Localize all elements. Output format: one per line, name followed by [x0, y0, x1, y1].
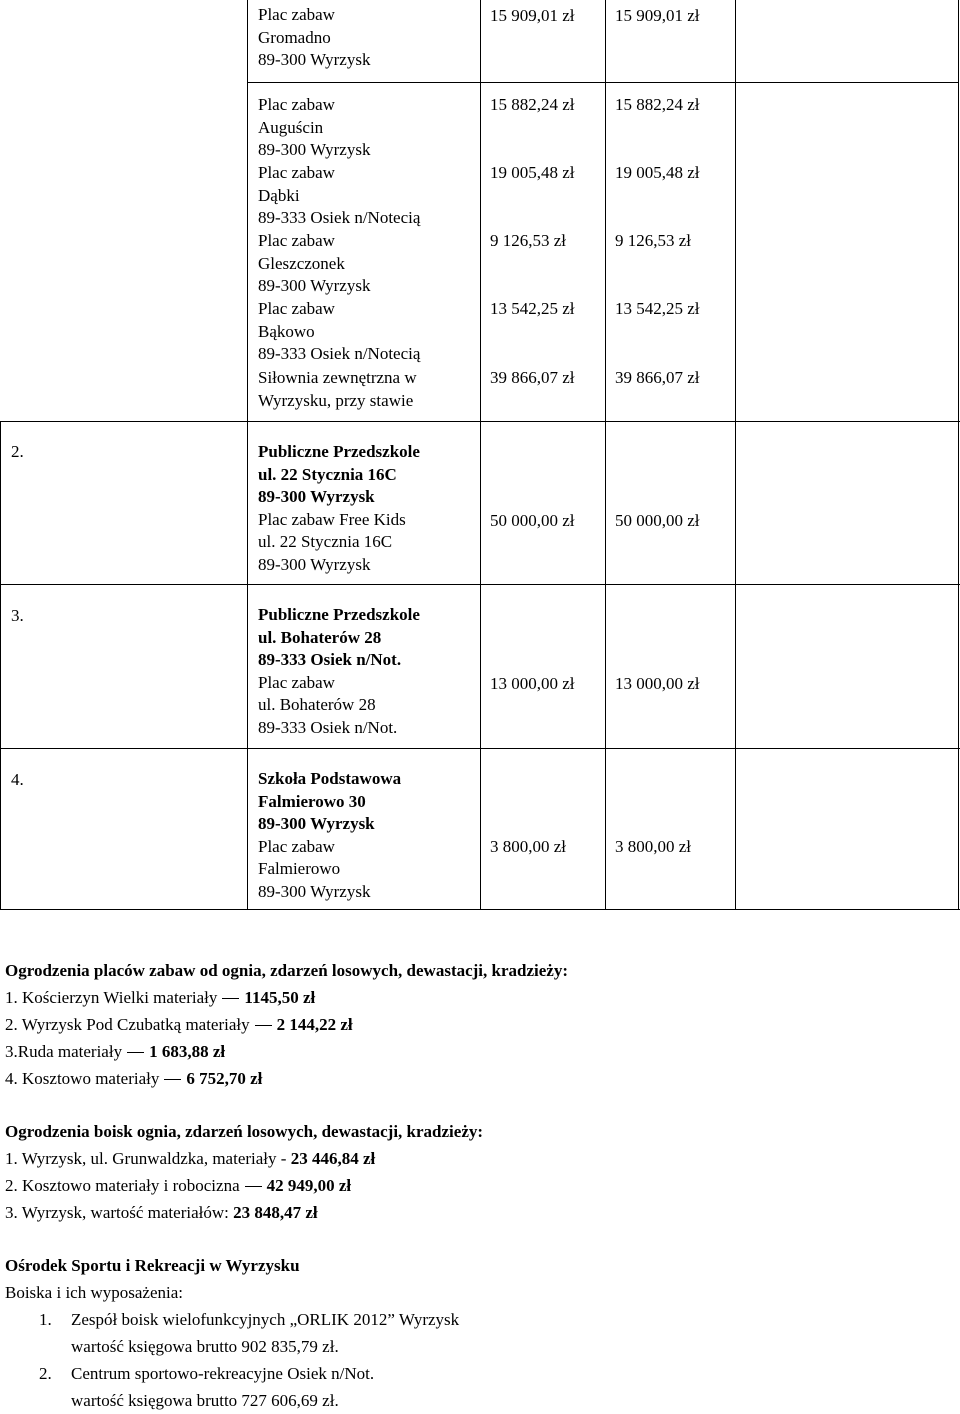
value-cell: 39 866,07 zł: [615, 368, 700, 387]
table-row: [258, 367, 417, 412]
table-row: [258, 441, 420, 576]
location-line: Gromadno: [258, 27, 331, 47]
table-row: [258, 4, 370, 72]
institution-name-line: ul. Bohaterów 28: [258, 627, 382, 647]
table-row: [258, 162, 420, 230]
item-line: ul. 22 Stycznia 16C: [258, 532, 393, 551]
location-line: Plac zabaw: [258, 95, 335, 114]
value-cell: 9 126,53 zł: [490, 231, 567, 250]
item-amount: 23 848,47 zł: [233, 1203, 318, 1222]
item-label: 2. Wyrzysk Pod Czubatką materiały: [5, 1015, 250, 1034]
dash-separator: [255, 1025, 272, 1026]
row-divider: [0, 909, 960, 910]
value-cell: 13 000,00 zł: [615, 674, 700, 693]
location-line: 89-300 Wyrzysk: [258, 276, 371, 295]
location-line: 89-300 Wyrzysk: [258, 140, 371, 159]
row-divider: [0, 748, 960, 749]
item-label: 4. Kosztowo materiały: [5, 1069, 160, 1088]
institution-name-line: Szkoła Podstawowa: [258, 769, 402, 788]
list-title: Centrum sportowo-rekreacyjne Osiek n/Not.: [71, 1364, 375, 1383]
location-line: Wyrzysku, przy stawie: [258, 390, 414, 410]
location-line: Gleszczonek: [258, 253, 345, 273]
item-amount: 1 683,88 zł: [149, 1042, 226, 1061]
value-cell: 3 800,00 zł: [490, 837, 567, 856]
list-item-value: [0, 1387, 960, 1414]
institution-name-line: 89-300 Wyrzysk: [258, 814, 375, 833]
list-item: [5, 1039, 225, 1066]
location-line: Dąbki: [258, 185, 300, 205]
section-heading-sports-center: Ośrodek Sportu i Rekreacji w Wyrzysku: [5, 1256, 300, 1275]
item-label: 1. Wyrzysk, ul. Grunwaldzka, materiały -: [5, 1149, 291, 1168]
institution-number: 3.: [11, 606, 24, 625]
institution-number: 4.: [11, 770, 24, 789]
list-item-value: [0, 1333, 960, 1360]
list-item: [5, 1066, 262, 1093]
table-row: [258, 298, 420, 366]
row-divider: [0, 584, 960, 585]
list-item: [5, 1173, 351, 1200]
institution-name-line: 89-333 Osiek n/Not.: [258, 650, 402, 669]
section-subheading: Boiska i ich wyposażenia:: [5, 1283, 183, 1302]
location-line: Siłownia zewnętrzna w: [258, 368, 417, 387]
value-cell: 39 866,07 zł: [490, 368, 575, 387]
section-heading-playground-fences: Ogrodzenia placów zabaw od ognia, zdarzeń losowych, dewastacji, kradzieży:: [5, 961, 569, 980]
table-row: [258, 230, 370, 298]
item-label: 3.Ruda materiały: [5, 1042, 123, 1061]
item-line: ul. Bohaterów 28: [258, 695, 376, 714]
value-cell: 50 000,00 zł: [615, 511, 700, 530]
list-number: 1.: [39, 1310, 52, 1329]
location-line: 89-333 Osiek n/Notecią: [258, 344, 421, 363]
row-divider: [0, 421, 960, 422]
item-line: 89-333 Osiek n/Not.: [258, 717, 398, 737]
item-line: Plac zabaw Free Kids: [258, 509, 406, 529]
institution-number: 2.: [11, 442, 24, 461]
value-cell: 15 909,01 zł: [615, 6, 700, 25]
list-title: Zespół boisk wielofunkcyjnych „ORLIK 2012” Wyrzysk: [71, 1310, 460, 1329]
list-item: [5, 985, 315, 1012]
item-amount: 23 446,84 zł: [290, 1149, 376, 1168]
item-amount: 1145,50 zł: [244, 988, 316, 1007]
value-cell: 50 000,00 zł: [490, 511, 575, 530]
book-value: wartość księgowa brutto 727 606,69 zł.: [71, 1391, 339, 1410]
item-line: Falmierowo: [258, 859, 341, 878]
item-amount: 2 144,22 zł: [276, 1015, 353, 1034]
item-line: Plac zabaw: [258, 836, 335, 856]
location-line: 89-300 Wyrzysk: [258, 50, 371, 69]
dash-separator: [222, 998, 239, 999]
item-label: 1. Kościerzyn Wielki materiały: [5, 988, 218, 1007]
table-border-value2: [605, 0, 606, 910]
item-amount: 6 752,70 zł: [186, 1069, 263, 1088]
location-line: Plac zabaw: [258, 299, 335, 318]
location-line: Auguścin: [258, 117, 324, 137]
value-cell: 13 000,00 zł: [490, 674, 575, 693]
table-border-value3: [735, 0, 736, 910]
table-row: [258, 94, 370, 162]
table-row: [258, 768, 401, 903]
item-line: 89-300 Wyrzysk: [258, 881, 371, 901]
institution-name-line: 89-300 Wyrzysk: [258, 487, 375, 506]
institution-name-line: Publiczne Przedszkole: [258, 442, 420, 461]
value-cell: 3 800,00 zł: [615, 837, 692, 856]
value-cell: 9 126,53 zł: [615, 231, 692, 250]
list-item: [5, 1012, 353, 1039]
value-cell: 15 909,01 zł: [490, 6, 575, 25]
value-cell: 13 542,25 zł: [615, 299, 700, 318]
table-border-value1: [480, 0, 481, 910]
list-item: [5, 1146, 375, 1173]
dash-separator: [127, 1052, 144, 1053]
table-border-outer-left: [0, 421, 1, 910]
institution-name-line: ul. 22 Stycznia 16C: [258, 464, 397, 484]
location-line: Plac zabaw: [258, 5, 335, 24]
value-cell: 19 005,48 zł: [615, 163, 700, 182]
value-cell: 15 882,24 zł: [490, 95, 575, 114]
dash-separator: [245, 1186, 262, 1187]
item-line: Plac zabaw: [258, 672, 335, 692]
institution-name-line: Publiczne Przedszkole: [258, 605, 420, 624]
item-amount: 42 949,00 zł: [266, 1176, 352, 1195]
book-value: wartość księgowa brutto 902 835,79 zł.: [71, 1337, 339, 1356]
row-divider: [247, 82, 959, 83]
table-row: [258, 604, 420, 739]
table-border-right: [958, 0, 959, 910]
institution-name-line: Falmierowo 30: [258, 791, 366, 811]
location-line: 89-333 Osiek n/Notecią: [258, 208, 421, 227]
list-item: [0, 1306, 960, 1333]
list-item: [5, 1200, 318, 1227]
item-label: 3. Wyrzysk, wartość materiałów:: [5, 1203, 234, 1222]
location-line: Plac zabaw: [258, 163, 335, 182]
item-line: 89-300 Wyrzysk: [258, 554, 371, 574]
table-border-left: [247, 0, 248, 910]
item-label: 2. Kosztowo materiały i robocizna: [5, 1176, 240, 1195]
location-line: Bąkowo: [258, 321, 315, 341]
list-number: 2.: [39, 1364, 52, 1383]
location-line: Plac zabaw: [258, 231, 335, 250]
section-heading-field-fences: Ogrodzenia boisk ognia, zdarzeń losowych, dewastacji, kradzieży:: [5, 1122, 484, 1141]
dash-separator: [164, 1079, 181, 1080]
value-cell: 13 542,25 zł: [490, 299, 575, 318]
list-item: [0, 1360, 960, 1387]
value-cell: 19 005,48 zł: [490, 163, 575, 182]
value-cell: 15 882,24 zł: [615, 95, 700, 114]
